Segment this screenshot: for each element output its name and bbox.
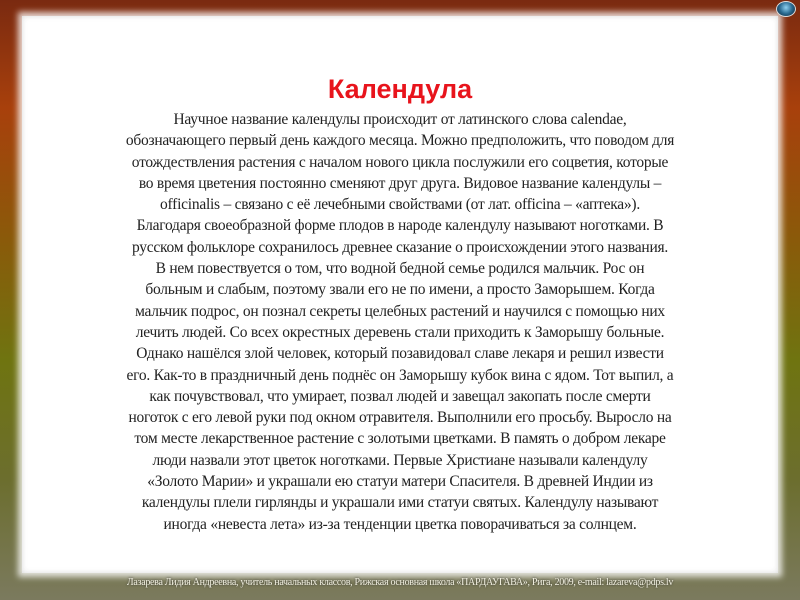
text-line: Благодаря своеобразной форме плодов в народе календулу называют ноготками. В (136, 217, 664, 235)
text-line: ноготок с его левой руки под окном отравителя. Выполнили его просьбу. Выросло на (128, 409, 672, 427)
text-line: во время цветения постоянно сменяют друг друга. Видовое название календулы – (138, 174, 662, 192)
text-line: календулы плели гирлянды и украшали ими статуи святых. Календулу называют (141, 494, 659, 512)
text-line: люди назвали этот цветок ноготками. Первые Христиане называли календулу (152, 451, 648, 469)
text-line: мальчик подрос, он познал секреты целебных растений и научился с помощью них (135, 302, 665, 320)
text-line: как почувствовал, что умирает, позвал людей и завещал закопать после смерти (149, 387, 651, 405)
text-line: том месте лекарственное растение с золотыми цветками. В память о добром лекаре (134, 430, 666, 448)
text-line: обозначающего первый день каждого месяца. Можно предположить, что поводом для (125, 132, 675, 150)
text-line: его. Как-то в праздничный день поднёс он Заморышу кубок вина с ядом. Тот выпил, а (126, 366, 674, 384)
globe-logo-icon (776, 1, 796, 17)
slide-title: Календула (327, 74, 473, 104)
text-line: В нем повествуется о том, что водной бедной семье родился мальчик. Рос он (155, 260, 645, 278)
text-line: Однако нашёлся злой человек, который позавидовал славе лекаря и решил извести (136, 345, 664, 363)
text-line: Научное название календулы происходит от латинского слова calendae, (173, 111, 627, 128)
text-line: русском фольклоре сохранилось древнее сказание о происхождении этого названия. (131, 238, 669, 256)
text-line: больным и слабым, поэтому звали его не по имени, а просто Заморышем. Когда (145, 281, 655, 299)
text-line: иногда «невеста лета» из-за тенденции цветка поворачиваться за солнцем. (163, 515, 637, 533)
text-line: «Золото Марии» и украшали ею статуи матери Спасителя. В древней Индии из (147, 473, 653, 491)
slide-footer: Лазарева Лидия Андреевна, учитель начальных классов, Рижская основная школа «ПАРДАУГАВА», Рига, 2009, e-mail: lazareva@pdps.lv (126, 577, 674, 588)
slide-panel (22, 16, 778, 573)
text-line: лечить людей. Со всех окрестных деревень стали приходить к Заморышу больные. (135, 323, 665, 341)
text-line: officinalis – связано с её лечебными свойствами (от лат. officina – «аптека»). (160, 196, 640, 214)
slide-body-text (22, 109, 778, 535)
text-line: отождествления растения с началом нового цикла послужили его соцветия, которые (131, 153, 669, 171)
